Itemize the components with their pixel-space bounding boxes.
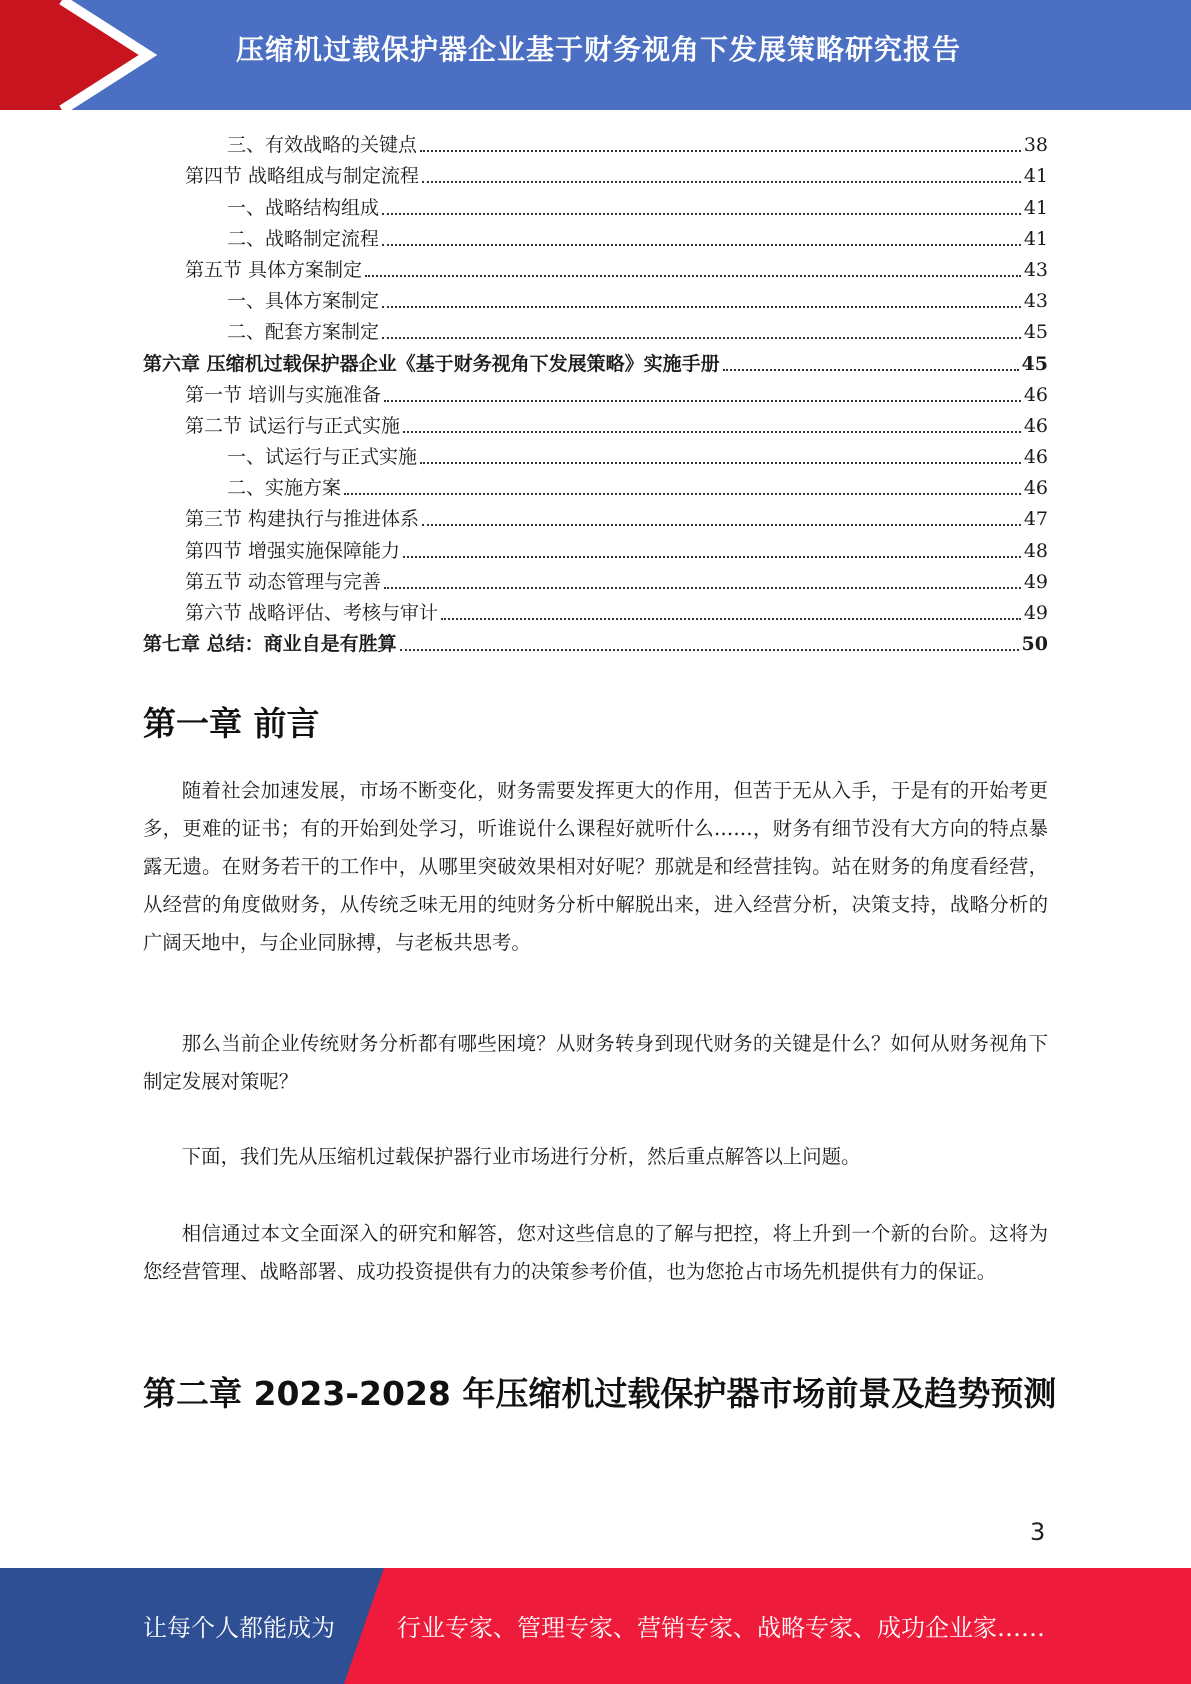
toc-entry[interactable]: [143, 157, 1048, 188]
toc-leader-dots: [344, 493, 1021, 495]
toc-entry-title: 第六章 压缩机过载保护器企业《基于财务视角下发展策略》实施手册: [143, 352, 720, 375]
toc-entry-page: 41: [1023, 196, 1048, 219]
page-header: [0, 0, 1191, 110]
toc-leader-dots: [382, 244, 1021, 246]
toc-leader-dots: [382, 337, 1021, 339]
toc-entry-page: 43: [1023, 290, 1048, 313]
toc-leader-dots: [382, 306, 1021, 308]
toc-entry[interactable]: [143, 594, 1048, 625]
paragraph: 随着社会加速发展，市场不断变化，财务需要发挥更大的作用，但苦于无从入手，于是有的开始考更多，更难的证书；有的开始到处学习，听谁说什么课程好就听什么……，财务有细节没有大方向的特点暴露无遗。在财务若干的工作中，从哪里突破效果相对好呢？那就是和经营挂钩。站在财务的角度看经营，从经营的角度做财务，从传统乏味无用的纯财务分析中解脱出来，进入经营分析，决策支持，战略分析的广阔天地中，与企业同脉搏，与老板共思考。: [143, 779, 1048, 954]
page-number: 3: [1030, 1518, 1046, 1546]
toc-entry-title: 三、有效战略的关键点: [227, 134, 418, 157]
footer-slogan-right: 行业专家、管理专家、营销专家、战略专家、成功企业家……: [397, 1614, 1045, 1642]
toc-entry-title: 第六节 战略评估、考核与审计: [185, 602, 439, 624]
toc-leader-dots: [384, 400, 1021, 402]
paragraph: 相信通过本文全面深入的研究和解答，您对这些信息的了解与把控，将上升到一个新的台阶。这将为您经营管理、战略部署、成功投资提供有力的决策参考价值，也为您抢占市场先机提供有力的保证。: [143, 1222, 1048, 1283]
toc-entry[interactable]: [143, 251, 1048, 282]
toc-leader-dots: [422, 524, 1021, 526]
toc-entry-title: 第四节 战略组成与制定流程: [185, 165, 420, 188]
toc-entry[interactable]: [143, 625, 1048, 656]
toc-leader-dots: [403, 431, 1021, 433]
chapter-2-heading: 第二章 2023-2028 年压缩机过载保护器市场前景及趋势预测: [143, 1374, 1057, 1413]
toc-entry-page: 47: [1023, 508, 1048, 531]
toc-entry-page: 46: [1023, 446, 1048, 469]
toc-entry-title: 第三节 构建执行与推进体系: [185, 508, 420, 531]
toc-entry[interactable]: [143, 188, 1048, 219]
toc-entry-page: 49: [1023, 570, 1048, 593]
toc-entry[interactable]: [143, 126, 1048, 157]
report-title: 压缩机过载保护器企业基于财务视角下发展策略研究报告: [236, 33, 962, 66]
toc-entry-title: 第七章 总结：商业自是有胜算: [143, 633, 397, 656]
toc-entry-page: 43: [1023, 258, 1048, 281]
toc-leader-dots: [365, 275, 1021, 277]
toc-entry[interactable]: [143, 563, 1048, 594]
toc-entry-title: 二、配套方案制定: [227, 321, 380, 344]
toc-entry-title: 一、战略结构组成: [227, 196, 380, 219]
toc-entry[interactable]: [143, 531, 1048, 562]
toc-leader-dots: [403, 556, 1021, 558]
toc-entry-title: 第四节 增强实施保障能力: [185, 539, 401, 562]
toc-entry-title: 一、具体方案制定: [227, 290, 380, 313]
page-footer: [0, 1568, 1191, 1684]
toc-entry[interactable]: [143, 344, 1048, 375]
toc-leader-dots: [441, 618, 1021, 620]
paragraph: 那么当前企业传统财务分析都有哪些困境？从财务转身到现代财务的关键是什么？如何从财务视角下制定发展对策呢？: [143, 1032, 1048, 1093]
toc-entry-page: 48: [1023, 539, 1048, 562]
toc-entry-page: 46: [1023, 383, 1048, 406]
toc-entry[interactable]: [143, 282, 1048, 313]
toc-entry-page: 50: [1021, 633, 1048, 656]
toc-entry[interactable]: [143, 376, 1048, 407]
toc-leader-dots: [382, 213, 1021, 215]
toc-leader-dots: [723, 369, 1019, 371]
toc-entry-title: 一、试运行与正式实施: [227, 446, 418, 469]
paragraph: 下面，我们先从压缩机过载保护器行业市场进行分析，然后重点解答以上问题。: [181, 1145, 861, 1168]
toc-leader-dots: [422, 181, 1021, 183]
toc-entry-page: 41: [1023, 165, 1048, 188]
toc-leader-dots: [420, 462, 1021, 464]
toc-entry[interactable]: [143, 500, 1048, 531]
toc-entry[interactable]: [143, 220, 1048, 251]
toc-entry[interactable]: [143, 469, 1048, 500]
toc-entry-page: 46: [1023, 414, 1048, 437]
toc-leader-dots: [400, 649, 1019, 651]
toc-entry-page: 45: [1021, 352, 1048, 375]
toc-entry[interactable]: [143, 438, 1048, 469]
toc-leader-dots: [420, 150, 1021, 152]
toc-entry[interactable]: [143, 407, 1048, 438]
toc-entry-title: 二、实施方案: [227, 477, 342, 500]
toc-entry-title: 第五节 具体方案制定: [185, 258, 363, 281]
toc-entry-title: 第五节 动态管理与完善: [185, 570, 382, 593]
toc-entry-page: 49: [1023, 602, 1048, 624]
chapter-1-heading: 第一章 前言: [143, 704, 320, 743]
footer-slogan-left: 让每个人都能成为: [143, 1614, 335, 1642]
toc-entry-page: 46: [1023, 477, 1048, 500]
toc-entry-title: 第二节 试运行与正式实施: [185, 414, 401, 437]
toc-entry-page: 38: [1023, 134, 1048, 157]
toc-entry-page: 41: [1023, 227, 1048, 250]
toc-leader-dots: [384, 587, 1021, 589]
toc-entry[interactable]: [143, 313, 1048, 344]
toc-entry-page: 45: [1023, 321, 1048, 344]
table-of-contents: [143, 126, 1048, 656]
toc-entry-title: 第一节 培训与实施准备: [185, 383, 382, 406]
toc-entry-title: 二、战略制定流程: [227, 227, 380, 250]
